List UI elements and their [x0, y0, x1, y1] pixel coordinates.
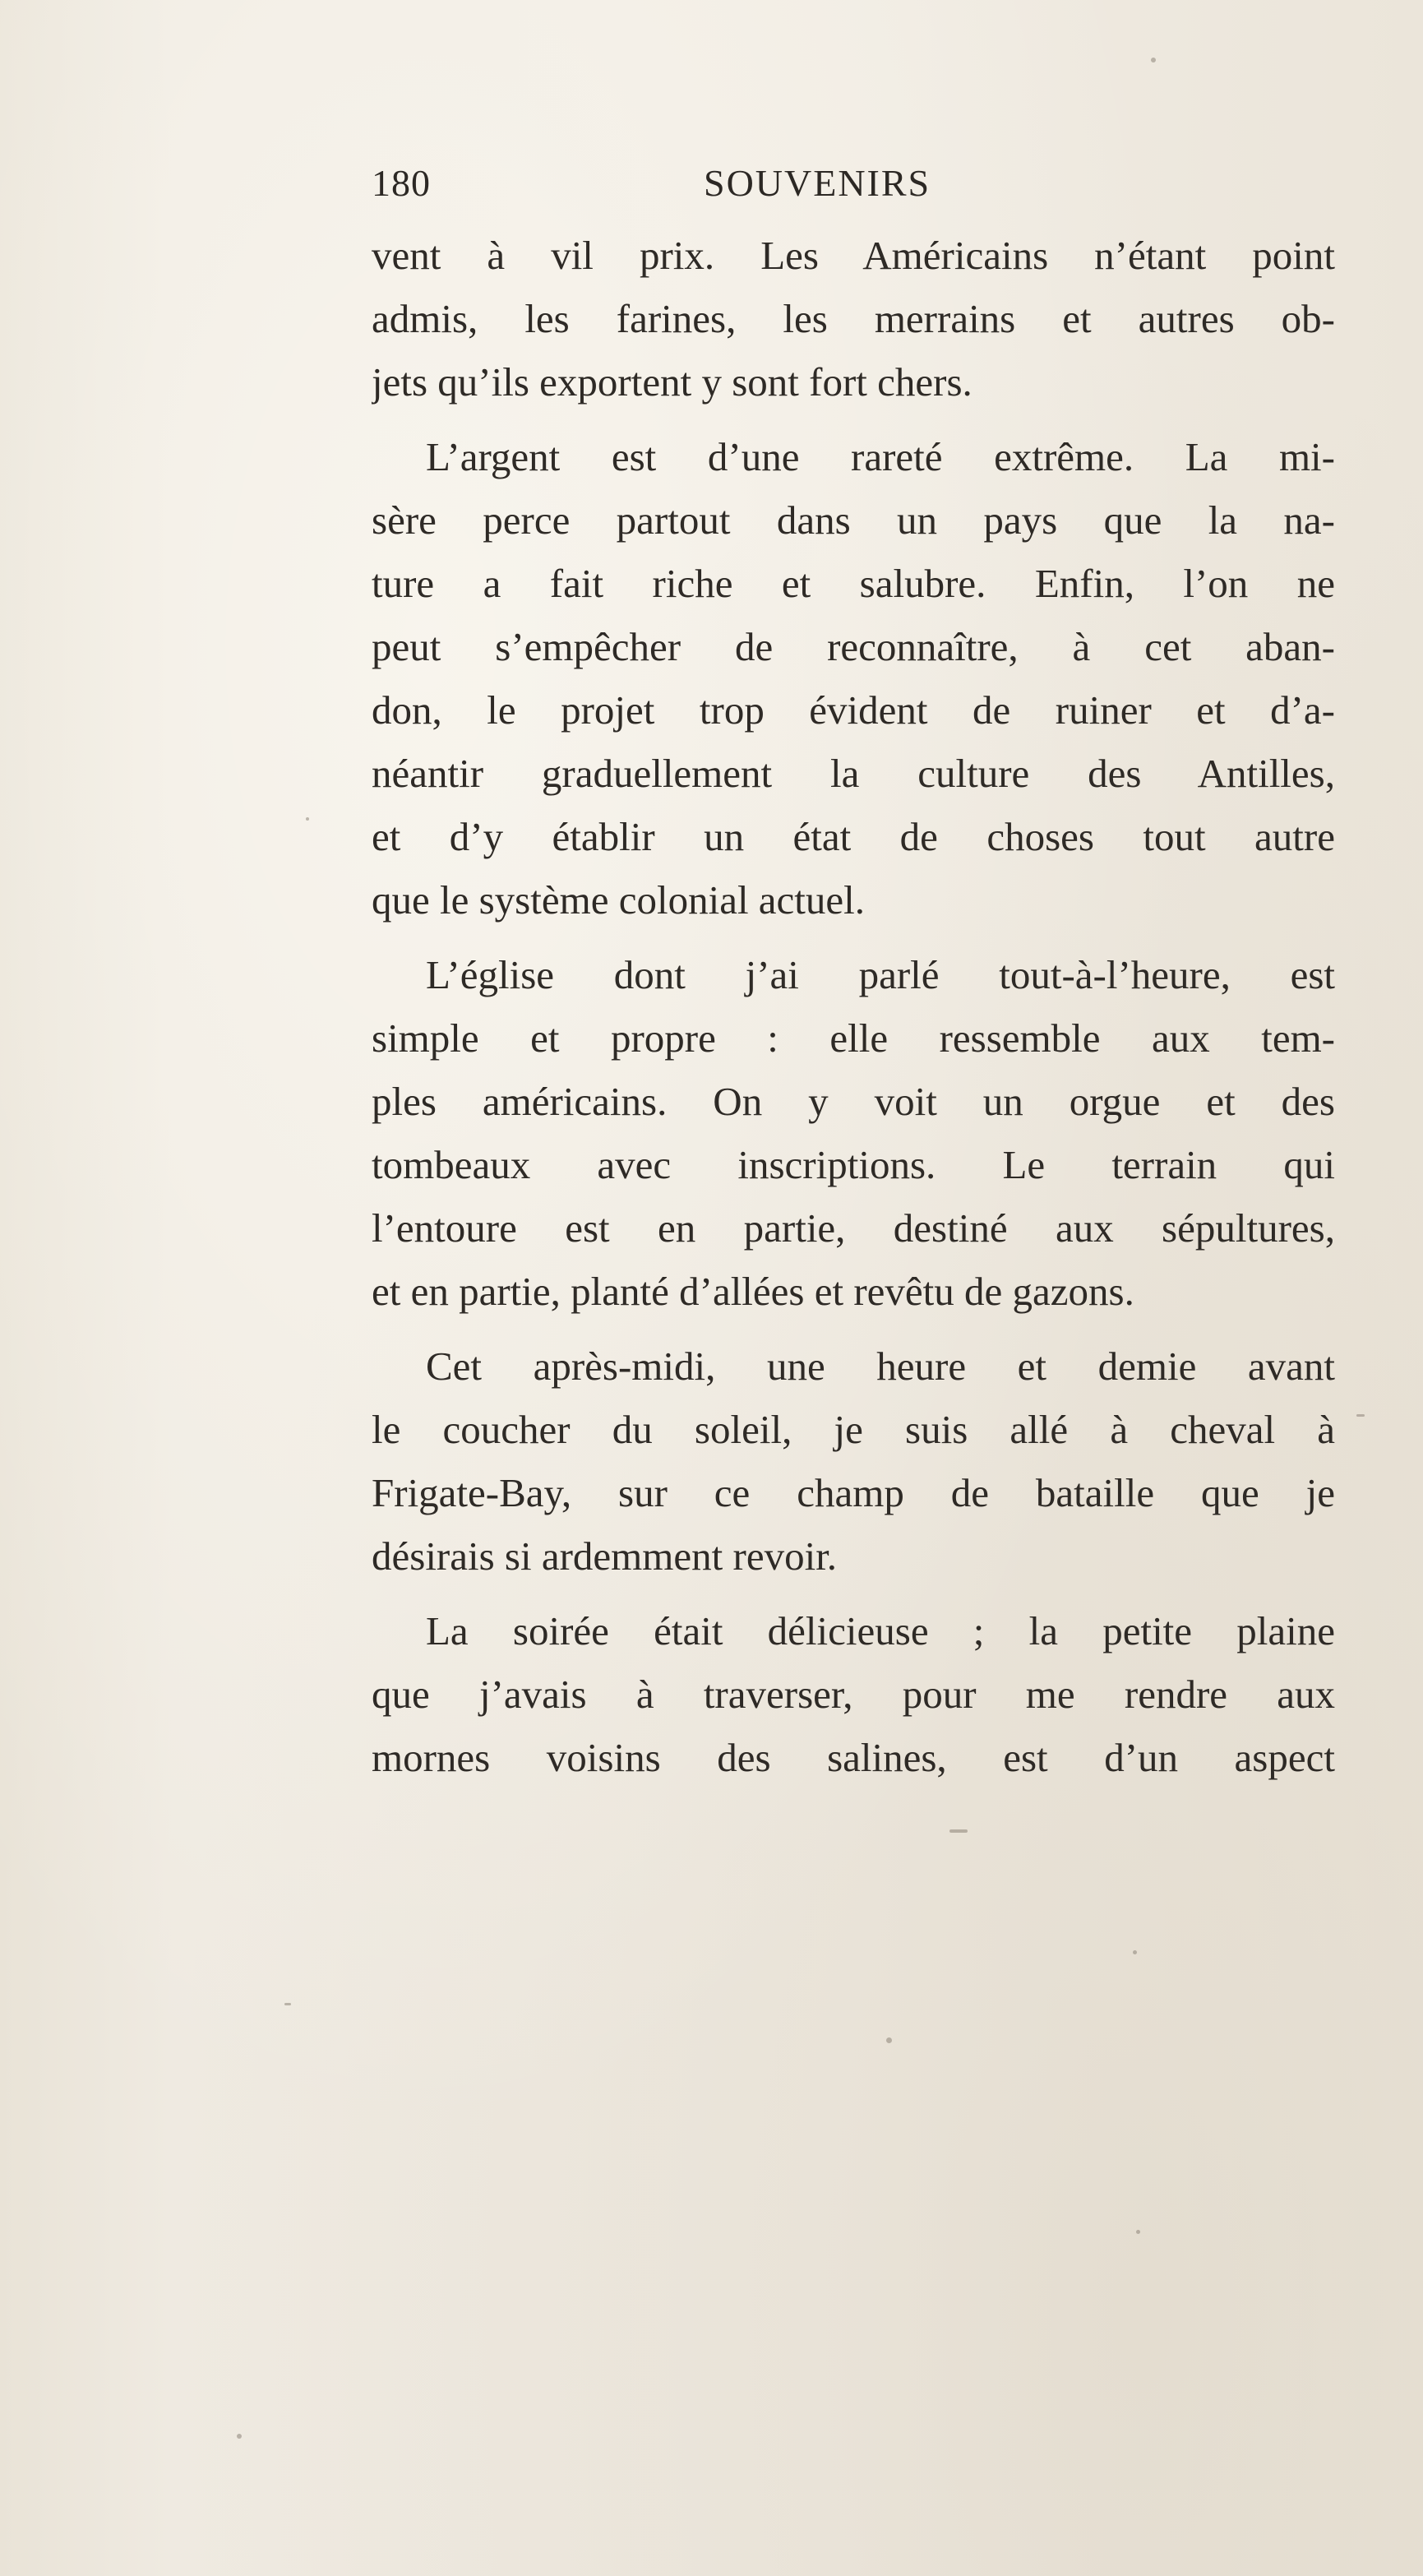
text-line: sère perce partout dans un pays que la na- [372, 497, 1335, 543]
text-line: que le système colonial actuel. [372, 877, 866, 923]
body-text [372, 224, 1335, 1789]
running-title: SOUVENIRS [704, 162, 931, 204]
paper-speck [1356, 1414, 1365, 1417]
paper-speck [886, 2037, 892, 2043]
paper-speck [1133, 1950, 1137, 1954]
text-line: Cet après-midi, une heure et demie avant [426, 1343, 1335, 1389]
text-line: ples américains. On y voit un orgue et des [372, 1079, 1335, 1124]
text-line: Frigate-Bay, sur ce champ de bataille que je [372, 1470, 1335, 1515]
paper-speck [237, 2434, 242, 2439]
text-line: et en partie, planté d’allées et revêtu de gazons. [372, 1269, 1134, 1314]
paragraph [372, 1334, 1335, 1588]
text-line: peut s’empêcher de reconnaître, à cet aban- [372, 624, 1335, 669]
paragraph [372, 224, 1335, 414]
text-line: simple et propre : elle ressemble aux tem- [372, 1015, 1335, 1061]
paper-speck [306, 817, 309, 821]
paper-speck [1151, 58, 1156, 62]
page-number: 180 [372, 162, 431, 204]
paragraph [372, 1599, 1335, 1789]
text-line: le coucher du soleil, je suis allé à cheval à [372, 1407, 1335, 1452]
text-line: l’entoure est en partie, destiné aux sépultures, [372, 1205, 1335, 1251]
page-header [372, 161, 1013, 219]
text-line: néantir graduellement la culture des Antilles, [372, 751, 1335, 796]
paper-speck [949, 1829, 968, 1833]
text-line: tombeaux avec inscriptions. Le terrain qui [372, 1142, 1335, 1187]
text-line: ture a fait riche et salubre. Enfin, l’on ne [372, 561, 1335, 606]
text-line: et d’y établir un état de choses tout autre [372, 814, 1335, 859]
text-line: vent à vil prix. Les Américains n’étant point [372, 233, 1335, 278]
text-line: mornes voisins des salines, est d’un aspect [372, 1735, 1335, 1780]
text-line: admis, les farines, les merrains et autres ob- [372, 296, 1335, 341]
text-line: La soirée était délicieuse ; la petite plaine [426, 1608, 1335, 1653]
text-line: désirais si ardemment revoir. [372, 1533, 838, 1579]
text-line: don, le projet trop évident de ruiner et d’a- [372, 687, 1335, 733]
paper-speck [1136, 2230, 1140, 2234]
text-line: L’église dont j’ai parlé tout-à-l’heure, est [426, 952, 1335, 997]
text-line: L’argent est d’une rareté extrême. La mi- [426, 434, 1335, 479]
text-line: que j’avais à traverser, pour me rendre aux [372, 1672, 1335, 1717]
paragraph [372, 425, 1335, 932]
paragraph [372, 943, 1335, 1323]
paper-speck [284, 2003, 291, 2005]
text-line: jets qu’ils exportent y sont fort chers. [372, 359, 973, 405]
